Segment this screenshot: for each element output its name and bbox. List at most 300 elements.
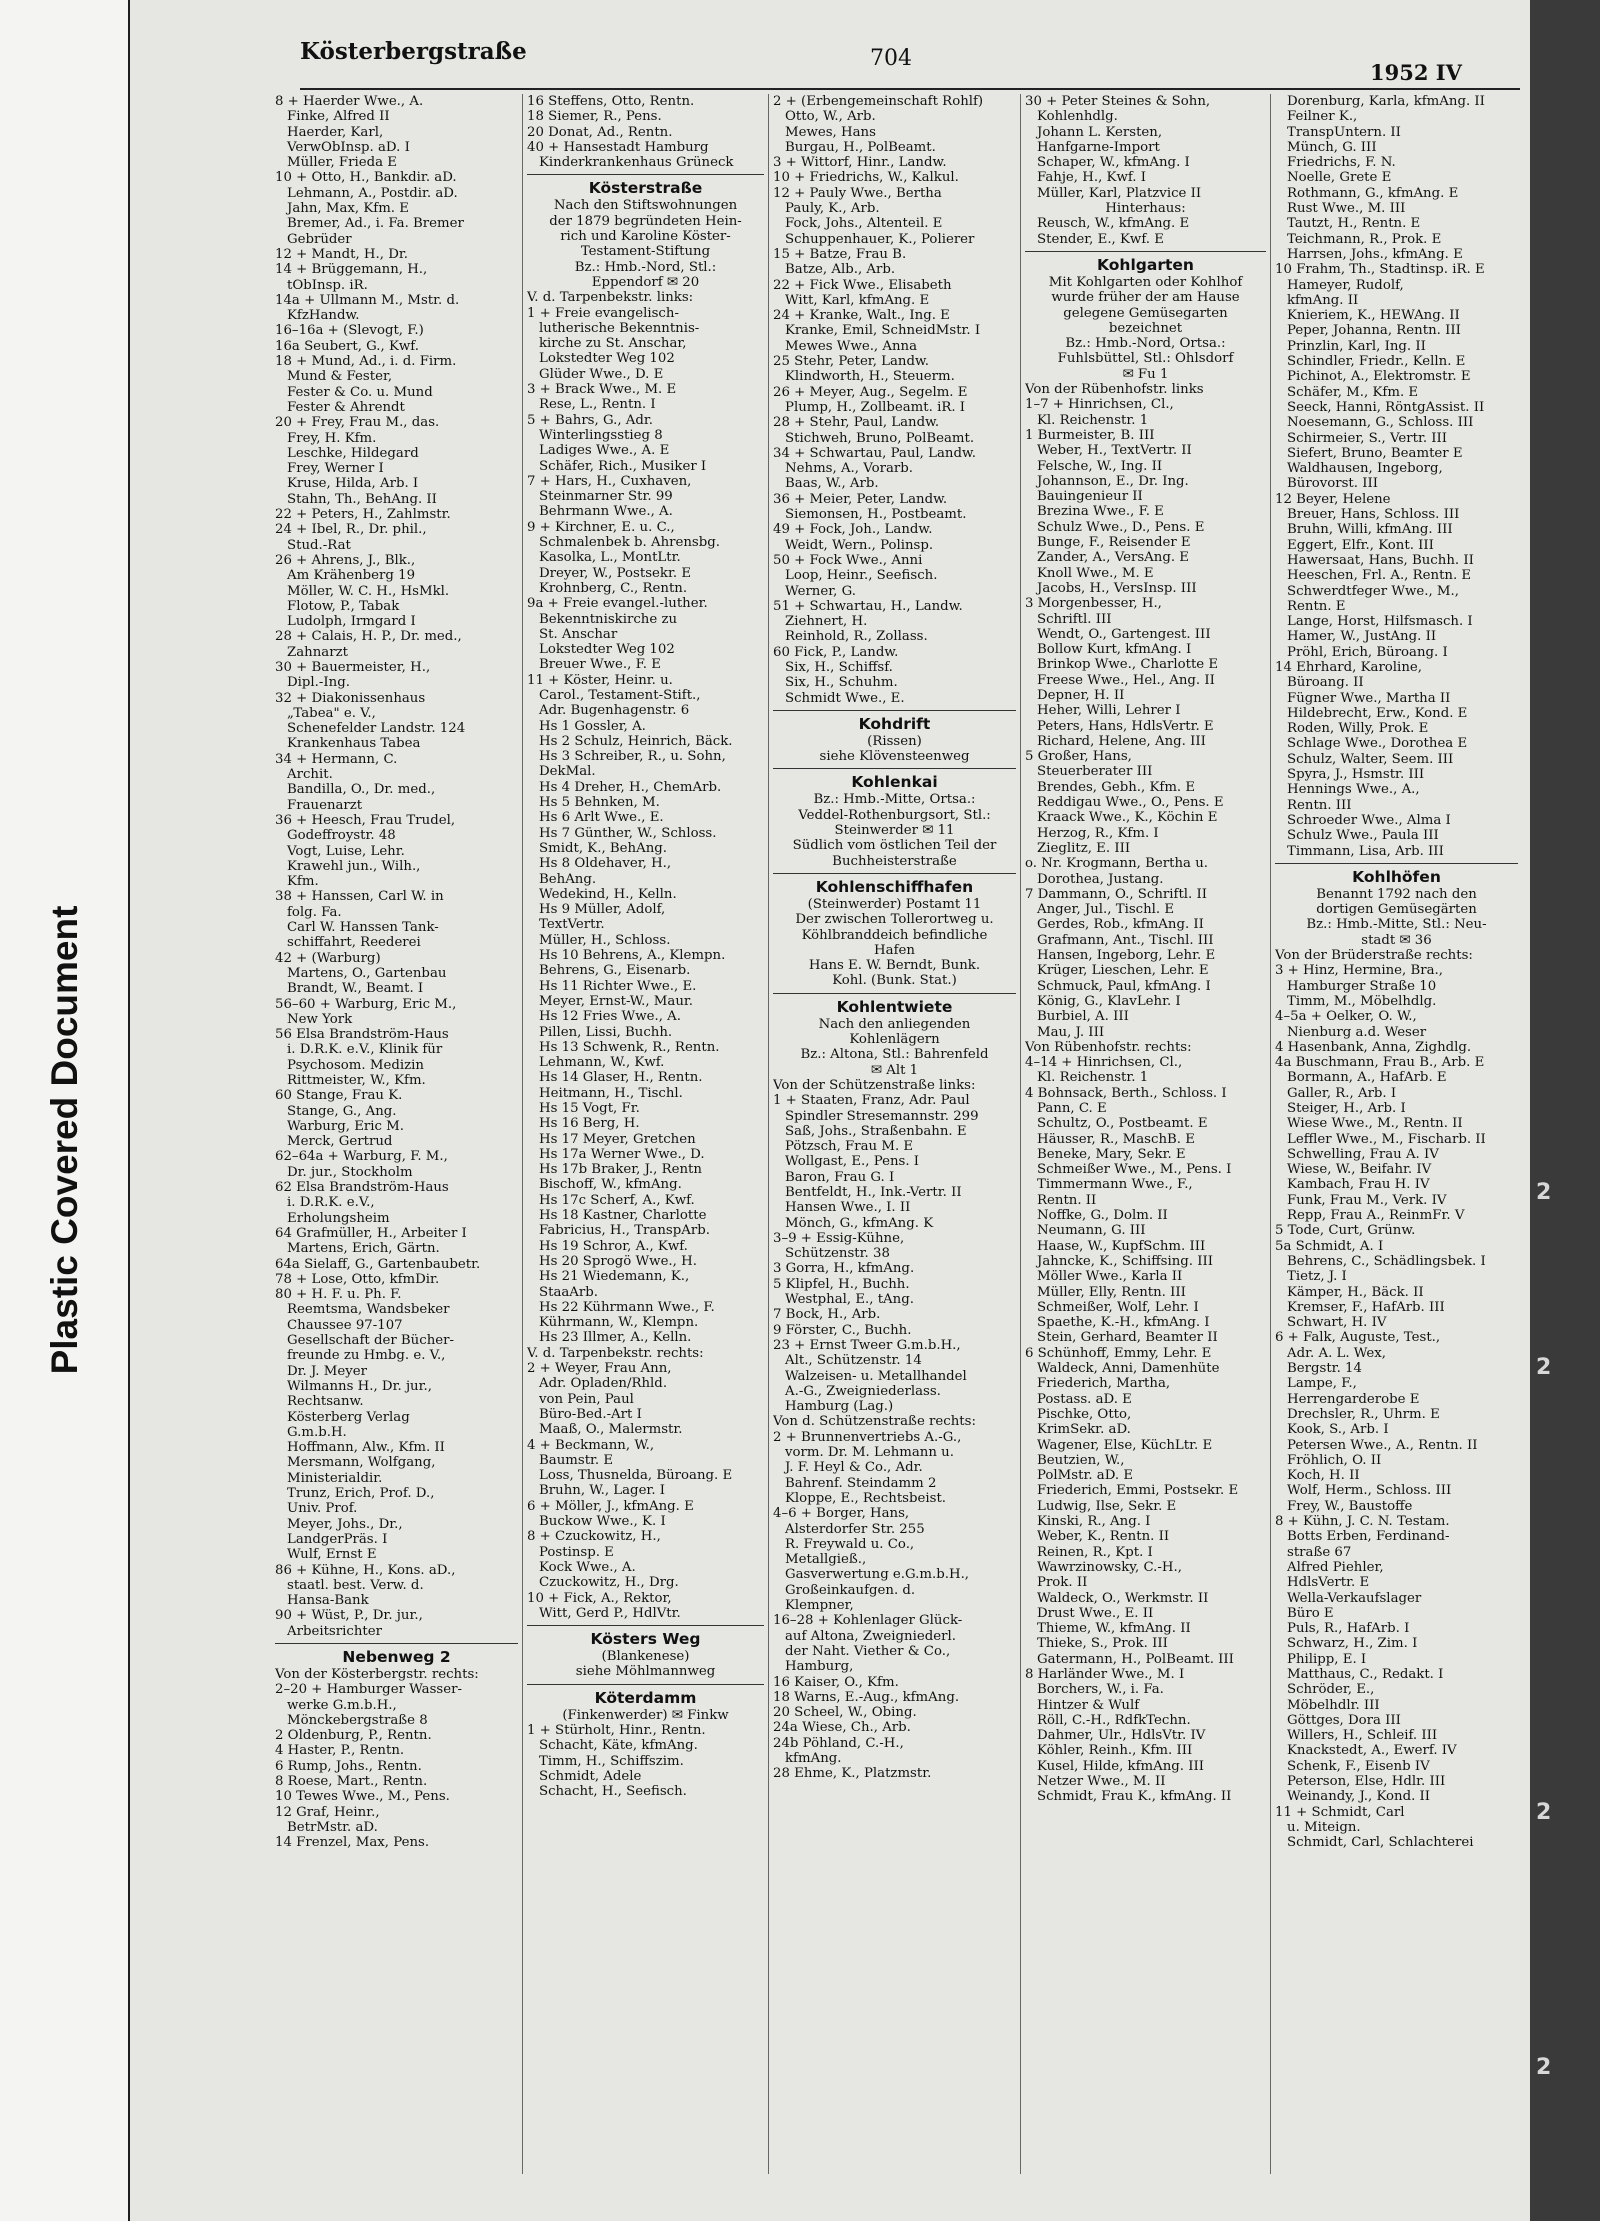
directory-entry: Von der Kösterbergstr. rechts:: [275, 1666, 479, 1682]
directory-entry: Harrsen, Johs., kfmAng. E: [1287, 246, 1463, 262]
directory-entry: Friedrichs, F. N.: [1287, 155, 1396, 171]
street-note: (Finkenwerder) ✉ Finkw: [562, 1707, 729, 1723]
directory-entry: Botts Erben, Ferdinand-: [1287, 1529, 1450, 1545]
directory-entry: 12 + Pauly Wwe., Bertha: [773, 185, 942, 201]
directory-entry: i. D.R.K. e.V., Klinik für: [287, 1042, 443, 1058]
directory-entry: König, G., KlavLehr. I: [1037, 993, 1181, 1009]
directory-entry: Hs 2 Schulz, Heinrich, Bäck.: [539, 733, 733, 749]
directory-entry: Kl. Reichenstr. 1: [1037, 1070, 1149, 1086]
directory-entry: Pillen, Lissi, Buchh.: [539, 1024, 673, 1040]
directory-entry: Godeffroystr. 48: [287, 828, 396, 844]
directory-entry: kfmAng. II: [1287, 292, 1359, 308]
directory-entry: StaaArb.: [539, 1284, 599, 1300]
directory-entry: Kührmann, W., Klempn.: [539, 1315, 699, 1331]
street-note: Nach den Stiftswohnungen: [553, 198, 738, 214]
directory-entry: Kock Wwe., A.: [539, 1559, 636, 1575]
directory-entry: Witt, Karl, kfmAng. E: [785, 292, 930, 308]
directory-entry: 22 + Peters, H., Zahlmstr.: [275, 507, 451, 523]
directory-entry: 12 + Mandt, H., Dr.: [275, 246, 408, 262]
directory-entry: Krawehl jun., Wilh.,: [287, 858, 421, 874]
directory-entry: 16a Seubert, G., Kwf.: [275, 338, 419, 354]
directory-entry: Netzer Wwe., M. II: [1037, 1774, 1166, 1790]
directory-entry: New York: [287, 1011, 353, 1027]
directory-entry: Baron, Frau G. I: [785, 1169, 895, 1185]
directory-entry: 7 Bock, H., Arb.: [773, 1307, 881, 1323]
directory-entry: Leffler Wwe., M., Fischarb. II: [1287, 1131, 1486, 1147]
street-note: Der zwischen Tollerortweg u.: [795, 912, 994, 928]
directory-entry: Hs 1 Gossler, A.: [539, 718, 646, 734]
directory-entry: Pröhl, Erich, Büroang. I: [1287, 644, 1448, 660]
directory-entry: 16–16a + (Slevogt, F.): [275, 323, 424, 339]
section-rule: [527, 174, 764, 176]
directory-entry: Schriftl. III: [1037, 611, 1112, 627]
directory-entry: Heher, Willi, Lehrer I: [1037, 703, 1181, 719]
directory-entry: Winterlingsstieg 8: [539, 427, 663, 443]
directory-entry: Schenefelder Landstr. 124: [287, 721, 466, 737]
directory-entry: Wagener, Else, KüchLtr. E: [1037, 1437, 1213, 1453]
directory-entry: Röll, C.-H., RdfkTechn.: [1037, 1712, 1191, 1728]
directory-entry: Zander, A., VersAng. E: [1037, 550, 1190, 566]
directory-entry: Werner, G.: [785, 583, 856, 599]
section-rule: [773, 993, 1016, 995]
directory-entry: Chaussee 97-107: [287, 1317, 403, 1333]
directory-entry: Weinandy, J., Kond. II: [1287, 1789, 1431, 1805]
street-note: Bz.: Hmb.-Nord, Stl.:: [574, 259, 717, 275]
directory-entry: Thieke, S., Prok. III: [1037, 1636, 1168, 1652]
directory-entry: Leschke, Hildegard: [287, 445, 419, 461]
directory-entry: Adr. Opladen/Rhld.: [539, 1376, 668, 1392]
directory-entry: Anger, Jul., Tischl. E: [1037, 902, 1175, 918]
directory-entry: BehAng.: [539, 871, 597, 887]
directory-entry: Loop, Heinr., Seefisch.: [785, 568, 938, 584]
directory-entry: Hs 17b Braker, J., Rentn: [539, 1162, 702, 1178]
directory-entry: Rittmeister, W., Kfm.: [287, 1073, 426, 1088]
directory-entry: 10 + Friedrichs, W., Kalkul.: [773, 170, 959, 186]
directory-entry: Univ. Prof.: [287, 1501, 358, 1517]
street-note: Bz.: Altona, Stl.: Bahrenfeld: [800, 1047, 989, 1063]
directory-entry: Bunge, F., Reisender E: [1037, 535, 1191, 551]
directory-entry: 6 + Falk, Auguste, Test.,: [1275, 1330, 1441, 1346]
directory-entry: Schacht, Käte, kfmAng.: [539, 1738, 698, 1754]
directory-entry: Wolf, Herm., Schloss. III: [1287, 1483, 1452, 1499]
directory-entry: Pischke, Otto,: [1037, 1406, 1132, 1422]
directory-entry: 10 Tewes Wwe., M., Pens.: [275, 1789, 450, 1805]
column-1: [275, 94, 518, 2174]
directory-entry: Bruhn, W., Lager. I: [539, 1483, 666, 1499]
directory-entry: 9 Förster, C., Buchh.: [773, 1322, 912, 1338]
directory-entry: Zieglitz, E. III: [1037, 840, 1131, 856]
directory-entry: 8 + Czuckowitz, H.,: [527, 1529, 661, 1545]
directory-entry: Fabricius, H., TranspArb.: [539, 1223, 710, 1239]
directory-entry: Ladiges Wwe., A. E: [539, 443, 670, 459]
directory-entry: Rentn. III: [1287, 797, 1352, 813]
directory-entry: Reemtsma, Wandsbeker: [287, 1302, 450, 1318]
directory-entry: Von der Schützenstraße links:: [773, 1077, 976, 1093]
directory-entry: Von der Rübenhofstr. links: [1025, 382, 1204, 398]
directory-entry: Timm, H., Schiffszim.: [539, 1753, 684, 1769]
directory-entry: 64 Grafmüller, H., Arbeiter I: [275, 1225, 467, 1241]
directory-entry: Weidt, Wern., Polinsp.: [785, 537, 934, 553]
directory-entry: 5 Großer, Hans,: [1025, 749, 1132, 765]
street-note: bezeichnet: [1108, 320, 1183, 336]
directory-entry: Jacobs, H., VersInsp. III: [1037, 580, 1197, 596]
adjacent-page-edge: [1530, 0, 1600, 2221]
directory-entry: Erholungsheim: [287, 1210, 390, 1226]
directory-entry: Dreyer, W., Postsekr. E: [539, 565, 692, 581]
directory-entry: Mönch, G., kfmAng. K: [785, 1215, 934, 1231]
directory-entry: J. F. Heyl & Co., Adr.: [785, 1460, 923, 1476]
directory-entry: Brendes, Gebh., Kfm. E: [1037, 779, 1196, 795]
directory-entry: 28 Ehme, K., Platzmstr.: [773, 1766, 932, 1782]
directory-entry: Dr. J. Meyer: [287, 1363, 367, 1379]
directory-entry: Spyra, J., Hsmstr. III: [1287, 767, 1425, 783]
directory-entry: Kook, S., Arb. I: [1287, 1422, 1389, 1438]
directory-entry: werke G.m.b.H.,: [287, 1697, 397, 1713]
directory-entry: Müller, H., Schloss.: [539, 932, 671, 948]
directory-entry: Reinhold, R., Zollass.: [785, 629, 928, 645]
directory-entry: Schröder, E.,: [1287, 1682, 1375, 1698]
directory-entry: 90 + Wüst, P., Dr. jur.,: [275, 1608, 423, 1624]
directory-entry: Trunz, Erich, Prof. D.,: [287, 1486, 435, 1502]
street-note: siehe Möhlmannweg: [575, 1664, 716, 1680]
directory-entry: 36 + Heesch, Frau Trudel,: [275, 812, 456, 828]
directory-entry: 10 + Fick, A., Rektor,: [527, 1590, 672, 1606]
directory-entry: Fester & Co. u. Mund: [287, 384, 433, 400]
column-3: [773, 94, 1016, 2174]
directory-entry: Hs 23 Illmer, A., Kelln.: [539, 1330, 692, 1346]
directory-entry: Stender, E., Kwf. E: [1037, 231, 1164, 247]
directory-entry: Puls, R., HafArb. I: [1287, 1621, 1410, 1637]
directory-entry: kirche zu St. Anschar,: [539, 336, 687, 352]
directory-entry: 4 Haster, P., Rentn.: [275, 1743, 405, 1759]
directory-entry: Noesemann, G., Schloss. III: [1287, 415, 1474, 431]
directory-entry: 25 Stehr, Peter, Landw.: [773, 354, 930, 370]
street-note: Bz.: Hmb.-Nord, Ortsa.:: [1065, 336, 1226, 352]
directory-entry: 11 + Köster, Heinr. u.: [527, 672, 673, 688]
directory-entry: Jahncke, K., Schiffsing. III: [1037, 1253, 1214, 1269]
directory-entry: Schmalenbek b. Ahrensbg.: [539, 535, 721, 551]
directory-entry: 28 + Stehr, Paul, Landw.: [773, 415, 940, 431]
directory-entry: Kambach, Frau H. IV: [1287, 1177, 1430, 1193]
directory-entry: Steinmarner Str. 99: [539, 489, 673, 505]
directory-entry: 32 + Diakonissenhaus: [275, 690, 426, 706]
directory-entry: Rothmann, G., kfmAng. E: [1287, 185, 1459, 201]
directory-entry: Carl W. Hanssen Tank-: [287, 920, 439, 936]
directory-entry: Schaper, W., kfmAng. I: [1037, 155, 1190, 171]
directory-entry: Gebrüder: [287, 231, 352, 247]
directory-entry: Dorenburg, Karla, kfmAng. II: [1287, 94, 1485, 109]
directory-entry: Friederich, Emmi, Postsekr. E: [1037, 1483, 1239, 1499]
directory-entry: Six, H., Schiffsf.: [785, 659, 893, 675]
street-heading: Kohlhöfen: [1352, 867, 1441, 886]
directory-entry: schiffahrt, Reederei: [287, 935, 421, 951]
street-note: rich und Karoline Köster-: [560, 229, 731, 245]
directory-entry: Lehmann, A., Postdir. aD.: [287, 185, 458, 201]
directory-entry: Pötzsch, Frau M. E: [785, 1139, 914, 1155]
directory-entry: Fahje, H., Kwf. I: [1037, 170, 1147, 186]
directory-entry: 12 Graf, Heinr.,: [275, 1804, 380, 1820]
directory-entry: Schmuck, Paul, kfmAng. I: [1037, 978, 1211, 994]
directory-entry: Grafmann, Ant., Tischl. III: [1037, 932, 1214, 948]
directory-entry: Möbelhdlr. III: [1287, 1697, 1380, 1713]
directory-entry: Klempner,: [785, 1598, 854, 1614]
directory-entry: Noffke, G., Dolm. II: [1037, 1208, 1168, 1224]
directory-entry: tObInsp. iR.: [287, 277, 368, 293]
directory-entry: 10 + Otto, H., Bankdir. aD.: [275, 170, 457, 186]
directory-entry: A.-G., Zweigniederlass.: [785, 1383, 941, 1399]
directory-entry: 5 Klipfel, H., Buchh.: [773, 1276, 910, 1292]
directory-entry: Adr. Bugenhagenstr. 6: [539, 703, 690, 719]
directory-entry: Reddigau Wwe., O., Pens. E: [1037, 795, 1224, 811]
directory-entry: Hansa-Bank: [287, 1593, 369, 1609]
directory-entry: Hs 19 Schror, A., Kwf.: [539, 1238, 688, 1254]
street-note: Mit Kohlgarten oder Kohlhof: [1048, 274, 1243, 290]
directory-entry: 14 Ehrhard, Karoline,: [1275, 659, 1422, 675]
directory-entry: Pauly, K., Arb.: [785, 201, 880, 217]
directory-entry: Wiese Wwe., M., Rentn. II: [1287, 1116, 1463, 1132]
directory-entry: Rese, L., Rentn. I: [539, 397, 656, 413]
directory-entry: 9 + Kirchner, E. u. C.,: [527, 519, 675, 535]
directory-entry: Müller, Frieda E: [287, 155, 397, 171]
directory-entry: Postass. aD. E: [1037, 1391, 1132, 1407]
column-divider: [768, 94, 769, 2174]
directory-entry: Noelle, Grete E: [1287, 170, 1392, 186]
directory-entry: Bormann, A., HafArb. E: [1287, 1070, 1447, 1086]
directory-entry: Bremer, Ad., i. Fa. Bremer: [287, 216, 464, 232]
directory-entry: Nienburg a.d. Weser: [1287, 1024, 1427, 1040]
street-note: Steinwerder ✉ 11: [834, 823, 955, 839]
directory-entry: Spaethe, K.-H., kfmAng. I: [1037, 1315, 1210, 1331]
directory-entry: Breuer Wwe., F. E: [539, 657, 661, 673]
directory-entry: Wiese, W., Beifahr. IV: [1287, 1162, 1432, 1178]
directory-entry: Stahn, Th., BehAng. II: [287, 491, 437, 507]
directory-entry: V. d. Tarpenbekstr. links:: [527, 290, 694, 306]
section-rule: [1275, 863, 1518, 865]
directory-entry: 5 + Bahrs, G., Adr.: [527, 412, 654, 428]
directory-entry: Flotow, P., Tabak: [287, 598, 400, 614]
directory-entry: Hansen, Ingeborg, Lehr. E: [1037, 948, 1216, 964]
directory-entry: Dorothea, Justang.: [1037, 871, 1164, 887]
directory-entry: 24a Wiese, Ch., Arb.: [773, 1720, 911, 1736]
directory-entry: 2 + (Erbengemeinschaft Rohlf): [773, 94, 984, 109]
directory-entry: 24b Pöhland, C.-H.,: [773, 1735, 904, 1751]
directory-entry: 2–20 + Hamburger Wasser-: [275, 1682, 462, 1698]
directory-entry: o. Nr. Krogmann, Bertha u.: [1025, 856, 1208, 872]
section-rule: [527, 1625, 764, 1627]
street-note: (Blankenese): [601, 1649, 690, 1665]
directory-entry: 14 + Brüggemann, H.,: [275, 262, 428, 278]
directory-entry: 4 Bohnsack, Berth., Schloss. I: [1025, 1085, 1227, 1101]
street-note: (Steinwerder) Postamt 11: [807, 896, 982, 912]
directory-entry: Friederich, Martha,: [1037, 1376, 1171, 1392]
directory-entry: Westphal, E., tAng.: [785, 1292, 914, 1308]
directory-entry: Martens, O., Gartenbau: [287, 965, 447, 981]
directory-entry: Gatermann, H., PolBeamt. III: [1037, 1651, 1234, 1667]
edge-mark: 2: [1536, 1180, 1552, 1205]
directory-entry: staatl. best. Verw. d.: [287, 1577, 424, 1593]
directory-entry: Wilmanns H., Dr. jur.,: [287, 1378, 432, 1394]
directory-entry: Zahnarzt: [287, 644, 348, 660]
directory-entry: Steuerberater III: [1037, 764, 1153, 780]
directory-entry: 62–64a + Warburg, F. M.,: [275, 1149, 448, 1165]
directory-entry: 15 + Batze, Frau B.: [773, 246, 907, 262]
directory-entry: Krankenhaus Tabea: [287, 736, 421, 752]
street-note: Bz.: Hmb.-Mitte, Ortsa.:: [813, 792, 976, 808]
street-note: Südlich vom östlichen Teil der: [792, 838, 997, 854]
directory-entry: 20 + Frey, Frau M., das.: [275, 415, 440, 431]
directory-entry: Hs 17a Werner Wwe., D.: [539, 1146, 705, 1162]
directory-entry: Schulz Wwe., Paula III: [1287, 828, 1439, 844]
street-note: Hinterhaus:: [1105, 201, 1186, 217]
directory-entry: Kämper, H., Bäck. II: [1287, 1284, 1424, 1300]
directory-entry: Tautzt, H., Rentn. E: [1287, 216, 1421, 232]
directory-entry: Kösterberg Verlag: [287, 1409, 410, 1425]
directory-entry: 14a + Ullmann M., Mstr. d.: [275, 292, 460, 308]
street-note: Veddel-Rothenburgsort, Stl.:: [798, 807, 991, 823]
directory-entry: Hintzer & Wulf: [1037, 1697, 1140, 1713]
directory-entry: 4–5a + Oelker, O. W.,: [1275, 1009, 1417, 1025]
directory-entry: 34 + Hermann, C.: [275, 751, 398, 767]
directory-entry: Hs 8 Oldehaver, H.,: [539, 856, 672, 872]
directory-entry: Stichweh, Bruno, PolBeamt.: [785, 430, 975, 446]
directory-entry: Büroang. II: [1287, 675, 1364, 691]
directory-entry: Knieriem, K., HEWAng. II: [1287, 308, 1460, 324]
directory-entry: 3 Morgenbesser, H.,: [1025, 596, 1162, 612]
directory-entry: Spindler Stresemannstr. 299: [785, 1108, 979, 1124]
directory-entry: 2 Oldenburg, P., Rentn.: [275, 1728, 432, 1744]
directory-entry: Koch, H. II: [1287, 1468, 1360, 1484]
directory-entry: kfmAng.: [785, 1750, 842, 1766]
directory-entry: Glüder Wwe., D. E: [539, 366, 664, 382]
directory-entry: Lampe, F.,: [1287, 1376, 1357, 1392]
directory-entry: Kloppe, E., Rechtsbeist.: [785, 1490, 947, 1506]
directory-entry: Hs 10 Behrens, A., Klempn.: [539, 948, 726, 964]
street-note: (Rissen): [867, 733, 922, 749]
directory-entry: Buckow Wwe., K. I: [539, 1514, 666, 1530]
directory-entry: 60 Fick, P., Landw.: [773, 644, 899, 660]
directory-entry: 64a Sielaff, G., Gartenbaubetr.: [275, 1256, 481, 1272]
directory-entry: 4–6 + Borger, Hans,: [773, 1506, 910, 1522]
directory-entry: Hs 21 Wiedemann, K.,: [539, 1269, 690, 1285]
directory-entry: Beutzien, W.,: [1037, 1452, 1125, 1468]
directory-entry: Timmermann Wwe., F.,: [1037, 1177, 1193, 1193]
directory-entry: Müller, Elly, Rentn. III: [1037, 1284, 1186, 1300]
directory-entry: Saß, Johs., Straßenbahn. E: [785, 1123, 967, 1139]
directory-entry: Knackstedt, A., Ewerf. IV: [1287, 1743, 1457, 1759]
directory-entry: Peters, Hans, HdlsVertr. E: [1037, 718, 1214, 734]
directory-entry: 22 + Fick Wwe., Elisabeth: [773, 277, 952, 293]
directory-entry: Postinsp. E: [539, 1544, 614, 1560]
directory-entry: Schulz, Walter, Seem. III: [1287, 751, 1454, 767]
section-rule: [773, 768, 1016, 770]
directory-entry: Mewes Wwe., Anna: [785, 338, 918, 354]
directory-entry: Schroeder Wwe., Alma I: [1287, 812, 1451, 828]
directory-entry: Klindworth, H., Steuerm.: [785, 369, 955, 385]
directory-entry: Arbeitsrichter: [287, 1623, 382, 1639]
directory-entry: 4 + Beckmann, W.,: [527, 1437, 655, 1453]
directory-entry: Batze, Alb., Arb.: [785, 262, 896, 278]
directory-entry: Weber, K., Rentn. II: [1037, 1529, 1170, 1545]
header-street: Kösterbergstraße: [300, 38, 527, 65]
directory-entry: Johann L. Kersten,: [1037, 124, 1163, 140]
directory-entry: 56 Elsa Brandström-Haus: [275, 1027, 449, 1043]
directory-entry: Hamer, W., JustAng. II: [1287, 629, 1437, 645]
directory-entry: Bentfeldt, H., Ink.-Vertr. II: [785, 1185, 962, 1200]
directory-entry: Rentn. E: [1287, 598, 1346, 614]
directory-entry: 34 + Schwartau, Paul, Landw.: [773, 445, 976, 461]
directory-entry: 3 + Brack Wwe., M. E: [527, 382, 677, 398]
directory-entry: 8 Harländer Wwe., M. I: [1025, 1666, 1185, 1682]
directory-entry: straße 67: [1287, 1544, 1352, 1560]
directory-entry: Gesellschaft der Bücher-: [287, 1333, 454, 1349]
directory-entry: Kusel, Hilde, kfmAng. III: [1037, 1758, 1205, 1774]
directory-entry: Archit.: [287, 767, 333, 783]
directory-entry: 20 Scheel, W., Obing.: [773, 1705, 917, 1721]
directory-entry: VerwObInsp. aD. I: [287, 139, 410, 155]
column-divider: [1270, 94, 1271, 2174]
directory-entry: Knoll Wwe., M. E: [1037, 565, 1154, 581]
edge-mark: 2: [1536, 2055, 1552, 2080]
directory-entry: 1 Burmeister, B. III: [1025, 427, 1155, 443]
directory-entry: Czuckowitz, H., Drg.: [539, 1575, 679, 1591]
directory-entry: PolMstr. aD. E: [1037, 1468, 1134, 1484]
directory-entry: Hs 17c Scherf, A., Kwf.: [539, 1192, 695, 1208]
directory-entry: Galler, R., Arb. I: [1287, 1085, 1397, 1101]
directory-entry: 1–7 + Hinrichsen, Cl.,: [1025, 397, 1174, 413]
directory-entry: Schäfer, Rich., Musiker I: [539, 458, 707, 474]
directory-entry: Carol., Testament-Stift.,: [539, 687, 701, 703]
directory-entry: Bruhn, Willi, kfmAng. III: [1287, 522, 1453, 538]
directory-entry: Rentn. II: [1037, 1192, 1097, 1208]
directory-entry: Hs 18 Kastner, Charlotte: [539, 1208, 707, 1224]
street-note: ✉ Alt 1: [870, 1062, 919, 1078]
column-4: [1025, 94, 1266, 2174]
section-rule: [527, 1684, 764, 1686]
directory-entry: Bischoff, W., kfmAng.: [539, 1177, 682, 1193]
directory-entry: Stein, Gerhard, Beamter II: [1037, 1330, 1218, 1346]
directory-entry: Hennings Wwe., A.,: [1287, 782, 1420, 798]
directory-entry: Frauenarzt: [287, 797, 363, 813]
directory-entry: 4–14 + Hinrichsen, Cl.,: [1025, 1055, 1183, 1071]
directory-entry: Metallgieß.,: [785, 1552, 867, 1568]
directory-entry: Smidt, K., BehAng.: [539, 840, 668, 856]
directory-entry: 56–60 + Warburg, Eric M.,: [275, 996, 457, 1012]
directory-entry: Hildebrecht, Erw., Kond. E: [1287, 705, 1468, 721]
directory-entry: 49 + Fock, Joh., Landw.: [773, 522, 933, 538]
directory-entry: lutherische Bekenntnis-: [539, 320, 700, 336]
directory-entry: 6 Rump, Johs., Rentn.: [275, 1758, 422, 1774]
directory-entry: 16 Kaiser, O., Kfm.: [773, 1674, 899, 1690]
directory-entry: Maaß, O., Malermstr.: [539, 1422, 683, 1438]
directory-entry: Wawrzinowsky, C.-H.,: [1037, 1559, 1182, 1575]
directory-entry: Hs 4 Dreher, H., ChemArb.: [539, 779, 722, 795]
street-heading: Kösters Weg: [590, 1630, 701, 1649]
directory-entry: HdlsVertr. E: [1287, 1575, 1370, 1591]
directory-entry: 24 + Kranke, Walt., Ing. E: [773, 308, 950, 324]
directory-entry: Kohlenhdlg.: [1037, 109, 1118, 125]
directory-entry: Fock, Johs., Altenteil. E: [785, 216, 943, 232]
directory-entry: Baas, W., Arb.: [785, 476, 879, 492]
street-note: stadt ✉ 36: [1361, 932, 1432, 948]
directory-entry: 18 Warns, E.-Aug., kfmAng.: [773, 1689, 960, 1705]
directory-entry: Schuppenhauer, K., Polierer: [785, 231, 975, 247]
street-note: Eppendorf ✉ 20: [591, 274, 700, 290]
street-heading: Nebenweg 2: [342, 1647, 451, 1666]
directory-entry: 30 + Peter Steines & Sohn,: [1025, 94, 1211, 109]
street-heading: Kohlentwiete: [836, 997, 953, 1016]
directory-entry: Frey, H. Kfm.: [287, 430, 377, 446]
directory-entry: 80 + H. F. u. Ph. F.: [275, 1287, 402, 1303]
